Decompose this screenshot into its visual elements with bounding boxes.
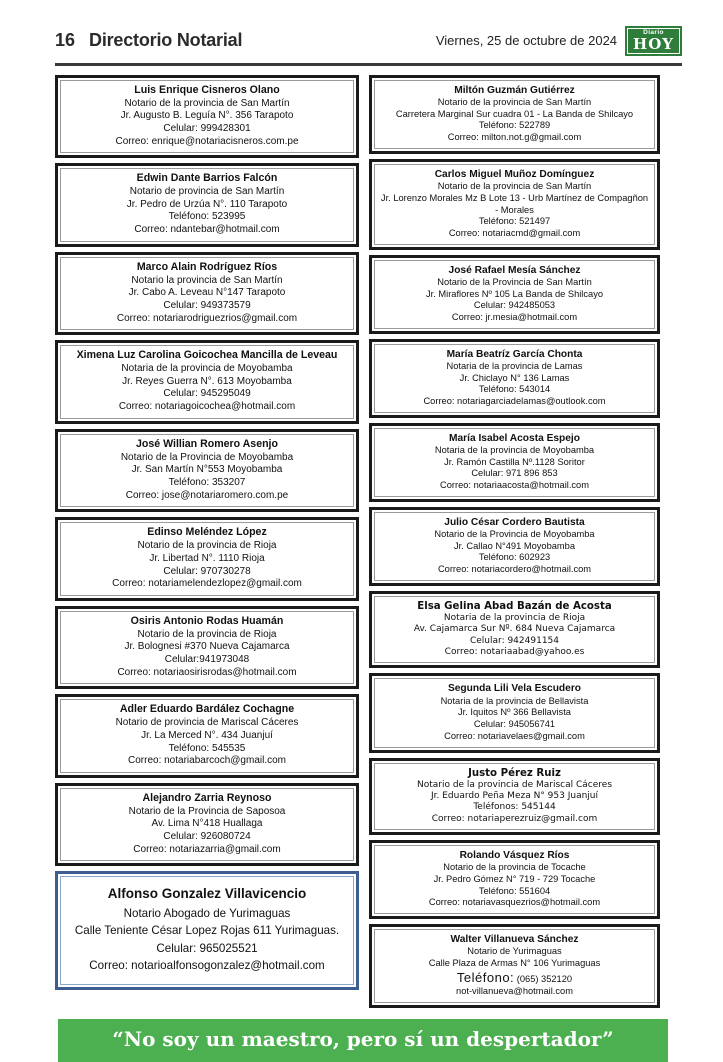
notary-name: Elsa Gelina Abad Bazán de Acosta (417, 600, 612, 612)
notary-phone-line: Celular: 942491154 (469, 635, 559, 646)
notary-card (55, 517, 359, 601)
notary-address-line: Jr. Chiclayo N° 136 Lamas (459, 372, 570, 383)
notary-address-line: Jr. Lorenzo Morales Mz B Lote 13 - Urb Martínez de Compagñon - Morales (380, 192, 649, 215)
notary-card (369, 507, 660, 586)
notary-email-line: Correo: notariacordero@hotmail.com (437, 564, 592, 575)
notary-phone-line: Celular: 926080724 (163, 831, 251, 843)
phone-number: (065) 352120 (514, 973, 573, 984)
notary-role-line: Notario de la provincia de Rioja (137, 628, 277, 640)
notary-email-line: Correo: milton.not.g@gmail.com (447, 132, 582, 143)
notary-email-line: not-villanueva@hotmail.com (456, 986, 573, 997)
notary-address-line: Carretera Marginal Sur cuadra 01 - La Banda de Shilcayo (395, 108, 634, 119)
notary-phone-line: Teléfono: 522789 (478, 120, 551, 131)
notary-name: Carlos Miguel Muñoz Domínguez (434, 168, 595, 180)
notary-role-line: Notario de la provincia de San Martín (437, 181, 592, 192)
notary-address-line: Jr. Pedro de Urzúa N°. 110 Tarapoto (126, 198, 288, 210)
notary-name: Marco Alain Rodríguez Ríos (136, 260, 278, 273)
notary-phone-line (380, 970, 649, 986)
notary-address-line: Jr. Callao N°491 Moyobamba (453, 540, 576, 551)
diario-hoy-logo (625, 26, 682, 56)
logo-hoy-text: HOY (633, 34, 674, 53)
notary-name: Edwin Dante Barrios Falcón (136, 172, 278, 185)
notary-email-line: Correo: ndantebar@hotmail.com (134, 224, 280, 236)
notary-email-line: Correo: notarioalfonsogonzalez@hotmail.com (89, 959, 325, 973)
directory-columns (55, 75, 682, 1013)
notary-card (369, 255, 660, 334)
notary-role-line: Notario de Yurimaguas (467, 946, 562, 957)
notary-role-line: Notario de provincia de Mariscal Cáceres (115, 717, 299, 729)
notary-role-line: Notaria de la provincia de Moyobamba (434, 445, 595, 455)
notary-phone-line: Celular: 970730278 (163, 565, 251, 577)
notary-role-line: Notaria de la provincia de Moyobamba (121, 363, 293, 375)
edition-date: Viernes, 25 de octubre de 2024 (435, 33, 618, 49)
notary-address-line: Calle Teniente César Lopez Rojas 611 Yurimaguas. (74, 924, 340, 938)
notary-phone-line: Teléfono: 545535 (168, 742, 246, 754)
notary-role-line: Notario de la Provincia de Moyobamba (434, 529, 595, 540)
notary-email-line: Correo: notariaabad@yahoo.es (444, 647, 585, 658)
notary-email-line: Correo: jose@notariaromero.com.pe (125, 489, 289, 501)
notary-address-line: Jr. Ramón Castilla Nº.1128 Soritor (444, 456, 585, 467)
notary-email-line: Correo: notariagoicochea@hotmail.com (118, 401, 296, 413)
notary-email-line: Correo: notariavelaes@gmail.com (444, 730, 585, 741)
notary-name: Luis Enrique Cisneros Olano (134, 83, 280, 96)
notary-phone-line: Celular:941973048 (164, 654, 250, 666)
notary-card (55, 429, 359, 513)
notary-address-line: Jr. Reyes Guerra N°. 613 Moyobamba (122, 375, 292, 387)
notary-name: Osiris Antonio Rodas Huamán (130, 614, 284, 627)
notary-phone-line: Teléfono: 353207 (168, 477, 246, 488)
notary-role-line: Notario Abogado de Yurimaguas (123, 906, 291, 920)
notary-address-line: Calle Plaza de Armas N° 106 Yurimaguas (428, 958, 601, 969)
notary-address-line: Jr. Bolognesi #370 Nueva Cajamarca (124, 641, 290, 653)
notary-phone-line: Celular: 965025521 (156, 941, 258, 955)
notary-email-line: Correo: notariaacosta@hotmail.com (440, 480, 589, 491)
notary-phone-line: Teléfono: 543014 (478, 384, 551, 395)
notary-address-line: Jr. San Martín N°553 Moyobamba (131, 464, 283, 476)
page-number: 16 (55, 30, 76, 51)
notary-name: Justo Pérez Ruiz (468, 767, 561, 779)
notary-name: Alejandro Zarria Reynoso (142, 791, 272, 804)
notary-email-line: Correo: notariagarciadelamas@outlook.com (423, 396, 606, 407)
notary-phone-line: Teléfonos: 545144 (473, 802, 556, 813)
notary-card (55, 871, 359, 989)
notary-role-line: Notaria de la provincia de Bellavista (440, 695, 589, 706)
notary-card (55, 694, 359, 778)
notary-role-line: Notario de la provincia de San Martín (124, 97, 290, 109)
notary-address-line: Jr. Pedro Gómez N° 719 - 729 Tocache (433, 874, 596, 885)
notary-role-line: Notario de la provincia de Rioja (137, 540, 277, 552)
header-divider (55, 63, 682, 66)
notary-name: Miltón Guzmán Gutiérrez (454, 84, 575, 96)
left-column (55, 75, 359, 1013)
logo-diario-text: Diario (643, 29, 664, 36)
notary-address-line: Jr. Augusto B. Leguía N°. 356 Tarapoto (120, 110, 294, 122)
notary-address-line: Jr. La Merced N°. 434 Juanjuí (141, 729, 273, 741)
notary-address-line: Jr. Miraflores Nº 105 La Banda de Shilcayo (425, 288, 604, 299)
notary-card (369, 924, 660, 1008)
notary-card (55, 252, 359, 336)
notary-phone-line: Celular: 971 896 853 (471, 468, 558, 479)
notary-card (369, 591, 660, 669)
notary-address-line: Jr. Libertad N°. 1110 Rioja (149, 552, 265, 564)
notary-card (55, 163, 359, 247)
notary-role-line: Notario de la provincia de San Martín (437, 97, 592, 108)
notary-address-line: Jr. Iquitos Nº 366 Bellavista (458, 707, 571, 718)
notary-address-line: Jr. Cabo A. Leveau N°147 Tarapoto (128, 287, 286, 299)
notary-phone-line: Celular: 949373579 (163, 299, 251, 311)
notary-name: Rolando Vásquez Ríos (459, 850, 570, 862)
notary-role-line: Notario de la Provincia de Moyobamba (120, 451, 294, 463)
notary-role-line: Notaria de la provincia de Lamas (446, 360, 583, 371)
notary-address-line: Av. Cajamarca Sur Nº. 684 Nueva Cajamarca (413, 624, 616, 635)
notary-name: Ximena Luz Carolina Goicochea Mancilla de Leveau (76, 349, 338, 362)
notary-phone-line: Celular: 942485053 (473, 300, 556, 311)
notary-email-line: Correo: enrique@notariacisneros.com.pe (115, 135, 299, 147)
notary-card (55, 340, 359, 424)
notary-email-line: Correo: notariacmd@gmail.com (448, 227, 581, 238)
notary-address-line: Av. Lima N°418 Huallaga (151, 818, 263, 830)
notary-card (369, 840, 660, 919)
notary-card (55, 783, 359, 867)
notary-card (369, 423, 660, 502)
notary-email-line: Correo: notariaperezruiz@gmail.com (431, 813, 598, 824)
notary-name: María Beatríz García Chonta (446, 348, 583, 360)
notary-name: José Willian Romero Asenjo (136, 437, 278, 450)
notary-email-line: Correo: notariarodriguezrios@gmail.com (116, 312, 298, 324)
footer-quote-banner (58, 1019, 668, 1062)
notary-name: Walter Villanueva Sánchez (450, 934, 579, 946)
phone-label: Teléfono: (456, 969, 515, 985)
notary-card (369, 75, 660, 154)
right-column (369, 75, 660, 1013)
notary-role-line: Notario la provincia de San Martín (131, 274, 283, 286)
notary-name: José Rafael Mesía Sánchez (448, 264, 581, 276)
notary-phone-line: Teléfono: 523995 (168, 211, 246, 223)
notary-phone-line: Teléfono: 521497 (478, 216, 551, 227)
notary-card (369, 159, 660, 250)
notary-address-line: Jr. Eduardo Peña Meza N° 953 Juanjuí (430, 791, 599, 802)
notary-name: Segunda Lili Vela Escudero (447, 683, 582, 695)
notary-name: Adler Eduardo Bardález Cochagne (119, 703, 295, 716)
notary-role-line: Notario de la provincia de Mariscal Cáceres (416, 779, 613, 790)
notary-card (369, 758, 660, 836)
notary-phone-line: Teléfono: 551604 (478, 885, 551, 896)
page-title: Directorio Notarial (89, 30, 243, 51)
notary-role-line: Notario de provincia de San Martín (129, 186, 285, 198)
notary-name: Edinso Meléndez López (147, 526, 267, 539)
notary-phone-line: Celular: 999428301 (163, 122, 251, 134)
notary-phone-line: Celular: 945295049 (163, 388, 251, 400)
notary-card (369, 673, 660, 752)
notary-card (55, 75, 359, 159)
notary-role-line: Notario de la Provincia de San Martín (437, 276, 592, 287)
notary-email-line: Correo: notariavasquezrios@hotmail.com (428, 897, 601, 908)
notary-name: Alfonso Gonzalez Villavicencio (107, 886, 307, 902)
notary-email-line: Correo: notariazarria@gmail.com (133, 843, 281, 855)
notary-email-line: Correo: jr.mesia@hotmail.com (451, 311, 578, 322)
notary-name: María Isabel Acosta Espejo (449, 432, 580, 444)
notary-role-line: Notaria de la provincia de Rioja (443, 613, 586, 624)
notary-role-line: Notario de la Provincia de Saposoa (128, 805, 286, 817)
notary-role-line: Notario de la provincia de Tocache (443, 862, 586, 873)
notary-email-line: Correo: notariaosirisrodas@hotmail.com (117, 666, 297, 678)
notary-card (369, 339, 660, 418)
notary-phone-line: Teléfono: 602923 (478, 552, 551, 563)
notary-email-line: Correo: notariabarcoch@gmail.com (128, 755, 286, 767)
notary-email-line: Correo: notariamelendezlopez@gmail.com (112, 578, 302, 590)
notary-card (55, 606, 359, 690)
footer-quote-text: “No soy un maestro, pero sí un despertador” (112, 1026, 614, 1051)
notary-name: Julio César Cordero Bautista (444, 516, 585, 528)
notary-phone-line: Celular: 945056741 (473, 719, 556, 730)
page-header (55, 26, 682, 56)
